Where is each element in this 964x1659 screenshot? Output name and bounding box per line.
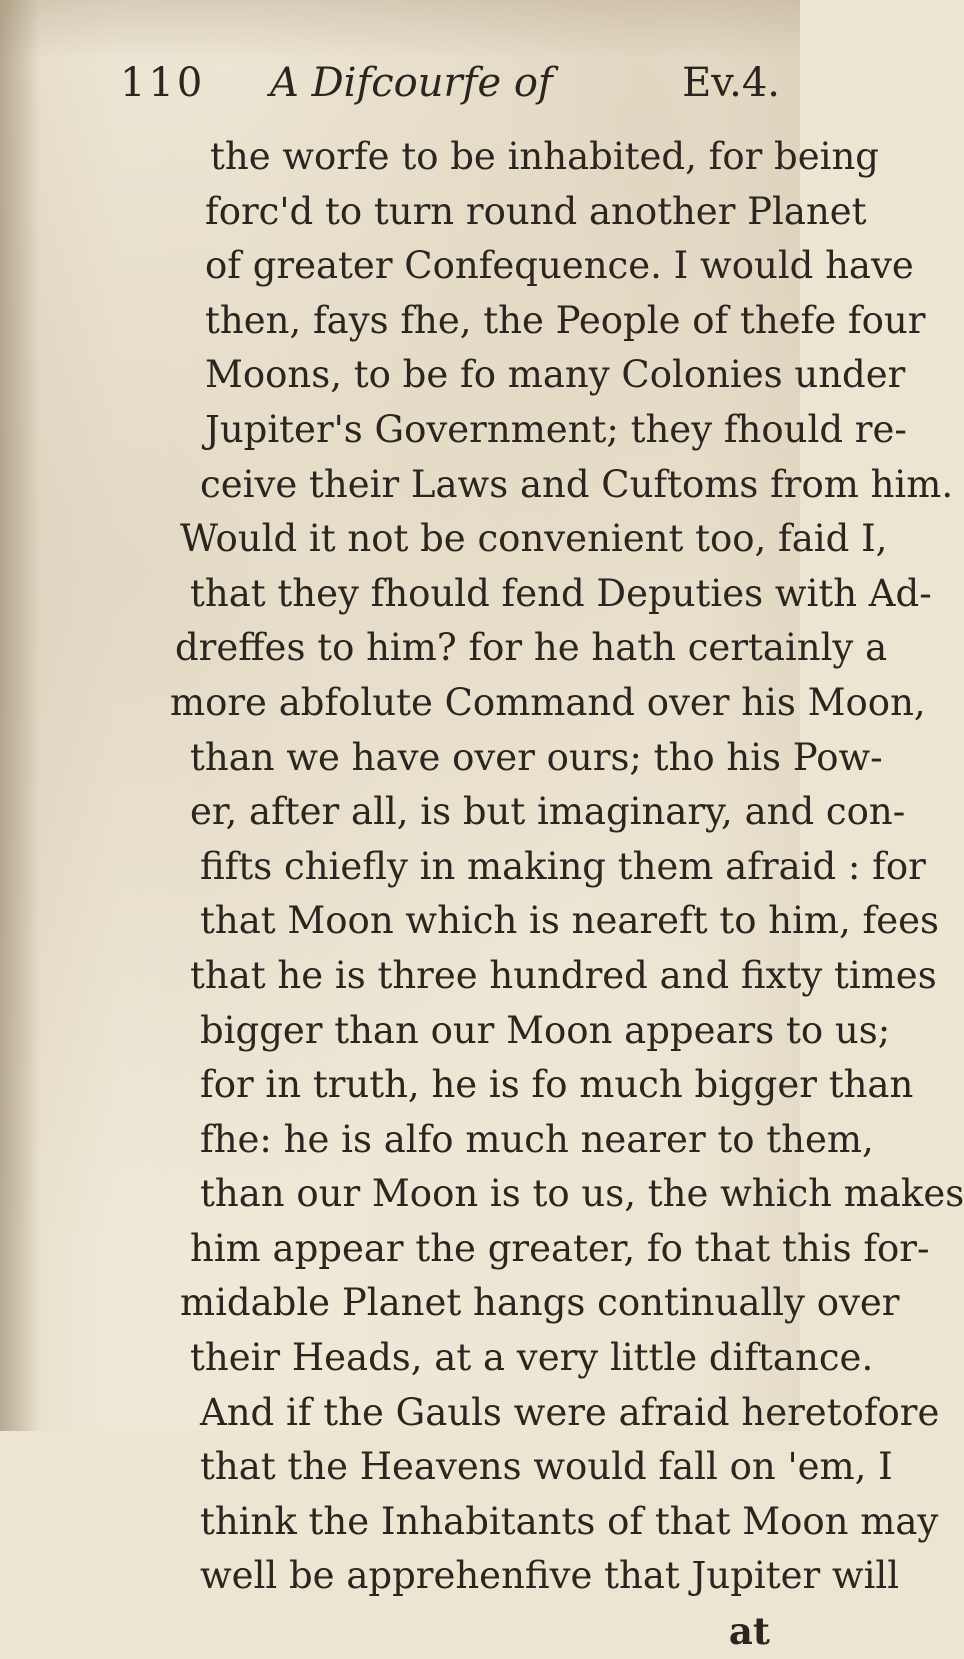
text-line: that he is three hundred and fixty times — [190, 953, 937, 997]
text-line: Jupiter's Government; they fhould re- — [205, 407, 907, 451]
text-line: Would it not be convenient too, faid I, — [180, 517, 888, 561]
page-number: 110 — [120, 60, 206, 106]
text-line: midable Planet hangs continually over — [180, 1281, 900, 1325]
text-line: than our Moon is to us, the which makes — [200, 1172, 964, 1216]
text-line: than we have over ours; tho his Pow- — [190, 735, 883, 779]
text-line: that Moon which is neareft to him, fees — [200, 899, 939, 943]
text-line: bigger than our Moon appears to us; — [200, 1008, 891, 1052]
text-line: that they fhould fend Deputies with Ad- — [190, 571, 932, 615]
text-line: the worfe to be inhabited, for being — [210, 135, 879, 178]
text-line: think the Inhabitants of that Moon may — [200, 1499, 939, 1543]
gutter-shadow — [0, 0, 40, 1431]
text-line: more abfolute Command over his Moon, — [170, 680, 926, 724]
body-text — [170, 130, 964, 1659]
text-line: And if the Gauls were afraid heretofore — [200, 1390, 940, 1434]
text-line: their Heads, at a very little diftance. — [190, 1336, 874, 1380]
text-line: fhe: he is alfo much nearer to them, — [200, 1117, 874, 1161]
signature-mark: Ev.4. — [682, 60, 780, 106]
text-line: him appear the greater, fo that this for- — [190, 1226, 930, 1270]
text-line: of greater Confequence. I would have — [205, 244, 914, 288]
text-line: that the Heavens would fall on 'em, I — [200, 1445, 893, 1489]
running-title: A Difcourfe of — [270, 60, 553, 106]
text-line: forc'd to turn round another Planet — [205, 189, 867, 233]
text-line: well be apprehenfive that Jupiter will — [200, 1554, 900, 1598]
catchword: at — [728, 1609, 770, 1654]
text-line: dreffes to him? for he hath certainly a — [175, 626, 888, 670]
text-line: for in truth, he is fo much bigger than — [200, 1063, 914, 1107]
text-line: er, after all, is but imaginary, and con- — [190, 790, 906, 834]
text-line: ceive their Laws and Cuftoms from him. — [200, 462, 954, 506]
text-line: fifts chiefly in making them afraid : for — [200, 844, 926, 888]
running-header — [120, 48, 790, 118]
text-line: then, fays fhe, the People of thefe four — [205, 298, 926, 342]
text-line: Moons, to be fo many Colonies under — [205, 353, 906, 397]
